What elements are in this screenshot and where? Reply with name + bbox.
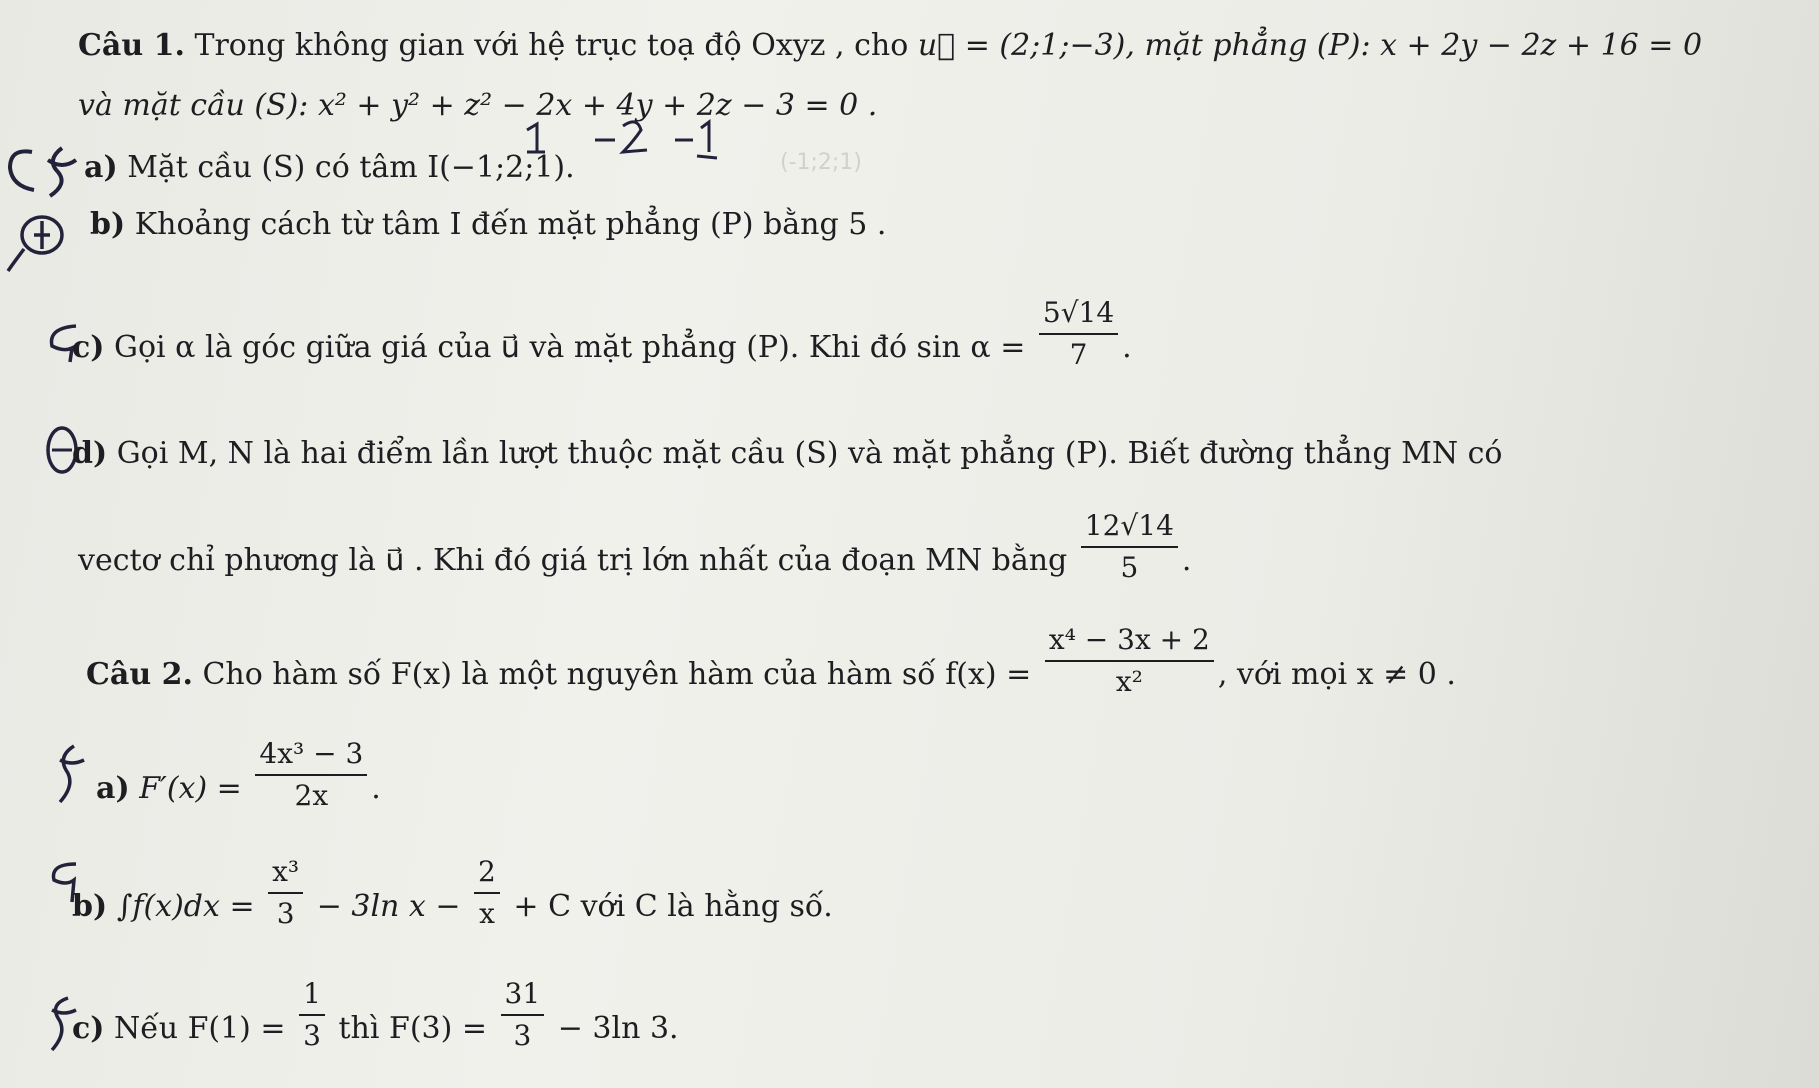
handwritten-answer-mark: [2, 140, 82, 204]
q2-a-fraction: [255, 736, 367, 814]
q1-d-end: .: [1181, 543, 1192, 578]
q2-c-text-2: thì F(3) =: [338, 1011, 487, 1046]
q1-d-label: d): [72, 436, 108, 471]
q2-b-fraction-2: [474, 854, 500, 932]
q1-statement-d-line1: [72, 436, 1502, 472]
q1-c-denominator: 7: [1069, 338, 1088, 371]
q2-c-numerator-2: 31: [501, 976, 545, 1016]
q2-a-text: F′(x) =: [139, 771, 242, 806]
q2-intro-line: [86, 623, 1456, 700]
q2-statement-b: [72, 855, 833, 932]
q1-title: Câu 1.: [78, 28, 185, 63]
q1-plane-equation: , mặt phẳng (P): x + 2y − 2z + 16 = 0: [1125, 28, 1703, 63]
q2-a-denominator: 2x: [294, 779, 329, 812]
q1-b-label: b): [90, 207, 126, 242]
q2-c-fraction-2: [501, 976, 545, 1054]
q2-intro-end: , với mọi x ≠ 0 .: [1217, 657, 1456, 692]
q1-b-text: Khoảng cách từ tâm I đến mặt phẳng (P) bằng 5 .: [134, 207, 887, 242]
q1-a-label: a): [84, 150, 118, 185]
q2-c-denominator-2: 3: [513, 1019, 532, 1052]
q1-vector-u: u⃗ = (2;1;−3): [917, 28, 1126, 63]
q1-c-end: .: [1122, 330, 1132, 365]
q1-d-text-1: Gọi M, N là hai điểm lần lượt thuộc mặt cầu (S) và mặt phẳng (P). Biết đường thẳng MN có: [116, 436, 1503, 471]
q2-a-numerator: 4x³ − 3: [255, 736, 367, 776]
q2-c-fraction-1: [299, 976, 325, 1054]
q1-c-numerator: 5√14: [1039, 295, 1118, 335]
q2-title: Câu 2.: [86, 657, 193, 692]
q1-c-text: Gọi α là góc giữa giá của u⃗ và mặt phẳng (P). Khi đó sin α =: [114, 330, 1026, 365]
q2-b-numerator-1: x³: [268, 854, 303, 894]
q2-a-label: a): [96, 771, 130, 806]
q2-b-label: b): [72, 889, 108, 924]
q1-d-denominator: 5: [1120, 551, 1139, 584]
q1-d-numerator: 12√14: [1081, 508, 1178, 548]
q1-intro-text: Trong không gian với hệ trục toạ độ Oxyz , cho: [194, 28, 918, 63]
q1-c-label: c): [72, 330, 105, 365]
q2-b-text-1: ∫f(x)dx =: [116, 889, 255, 924]
q2-c-text-3: − 3ln 3.: [557, 1011, 679, 1046]
q2-f-denominator: x²: [1115, 665, 1143, 698]
q2-c-label: c): [72, 1011, 105, 1046]
q2-a-end: .: [371, 771, 381, 806]
q2-b-numerator-2: 2: [474, 854, 500, 894]
q2-c-denominator-1: 3: [303, 1019, 321, 1052]
q1-c-fraction: [1039, 295, 1118, 373]
q2-statement-a: [96, 737, 381, 814]
bleed-through-text: (-1;2;1): [780, 150, 862, 175]
q2-c-numerator-1: 1: [299, 976, 325, 1016]
handwritten-answer-mark: [4, 205, 74, 279]
q1-d-text-2: vectơ chỉ phương là u⃗ . Khi đó giá trị lớn nhất của đoạn MN bằng: [78, 543, 1068, 578]
q2-b-fraction-1: [268, 854, 303, 932]
handwritten-answer-mark: [40, 740, 90, 814]
q1-statement-b: [90, 207, 886, 243]
q2-b-denominator-2: x: [479, 897, 495, 930]
q2-f-numerator: x⁴ − 3x + 2: [1045, 622, 1214, 662]
q2-b-text-2: − 3ln x −: [316, 889, 461, 924]
q1-statement-a: [84, 150, 575, 186]
q2-b-denominator-1: 3: [276, 897, 295, 930]
q1-a-text: Mặt cầu (S) có tâm I(−1;2;1).: [127, 150, 575, 185]
q1-sphere-equation: và mặt cầu (S): x² + y² + z² − 2x + 4y + 2z − 3 = 0 .: [78, 88, 878, 123]
q2-f-fraction: [1045, 622, 1214, 700]
q2-b-text-3: + C với C là hằng số.: [513, 889, 833, 924]
q2-c-text-1: Nếu F(1) =: [114, 1011, 286, 1046]
q1-d-fraction: [1081, 508, 1178, 586]
q2-statement-c: [72, 977, 679, 1054]
q1-statement-c: [72, 296, 1132, 373]
q2-intro-text: Cho hàm số F(x) là một nguyên hàm của hàm số f(x) =: [202, 657, 1032, 692]
q1-statement-d-line2: [78, 509, 1192, 586]
q1-intro-line: [78, 28, 1702, 64]
